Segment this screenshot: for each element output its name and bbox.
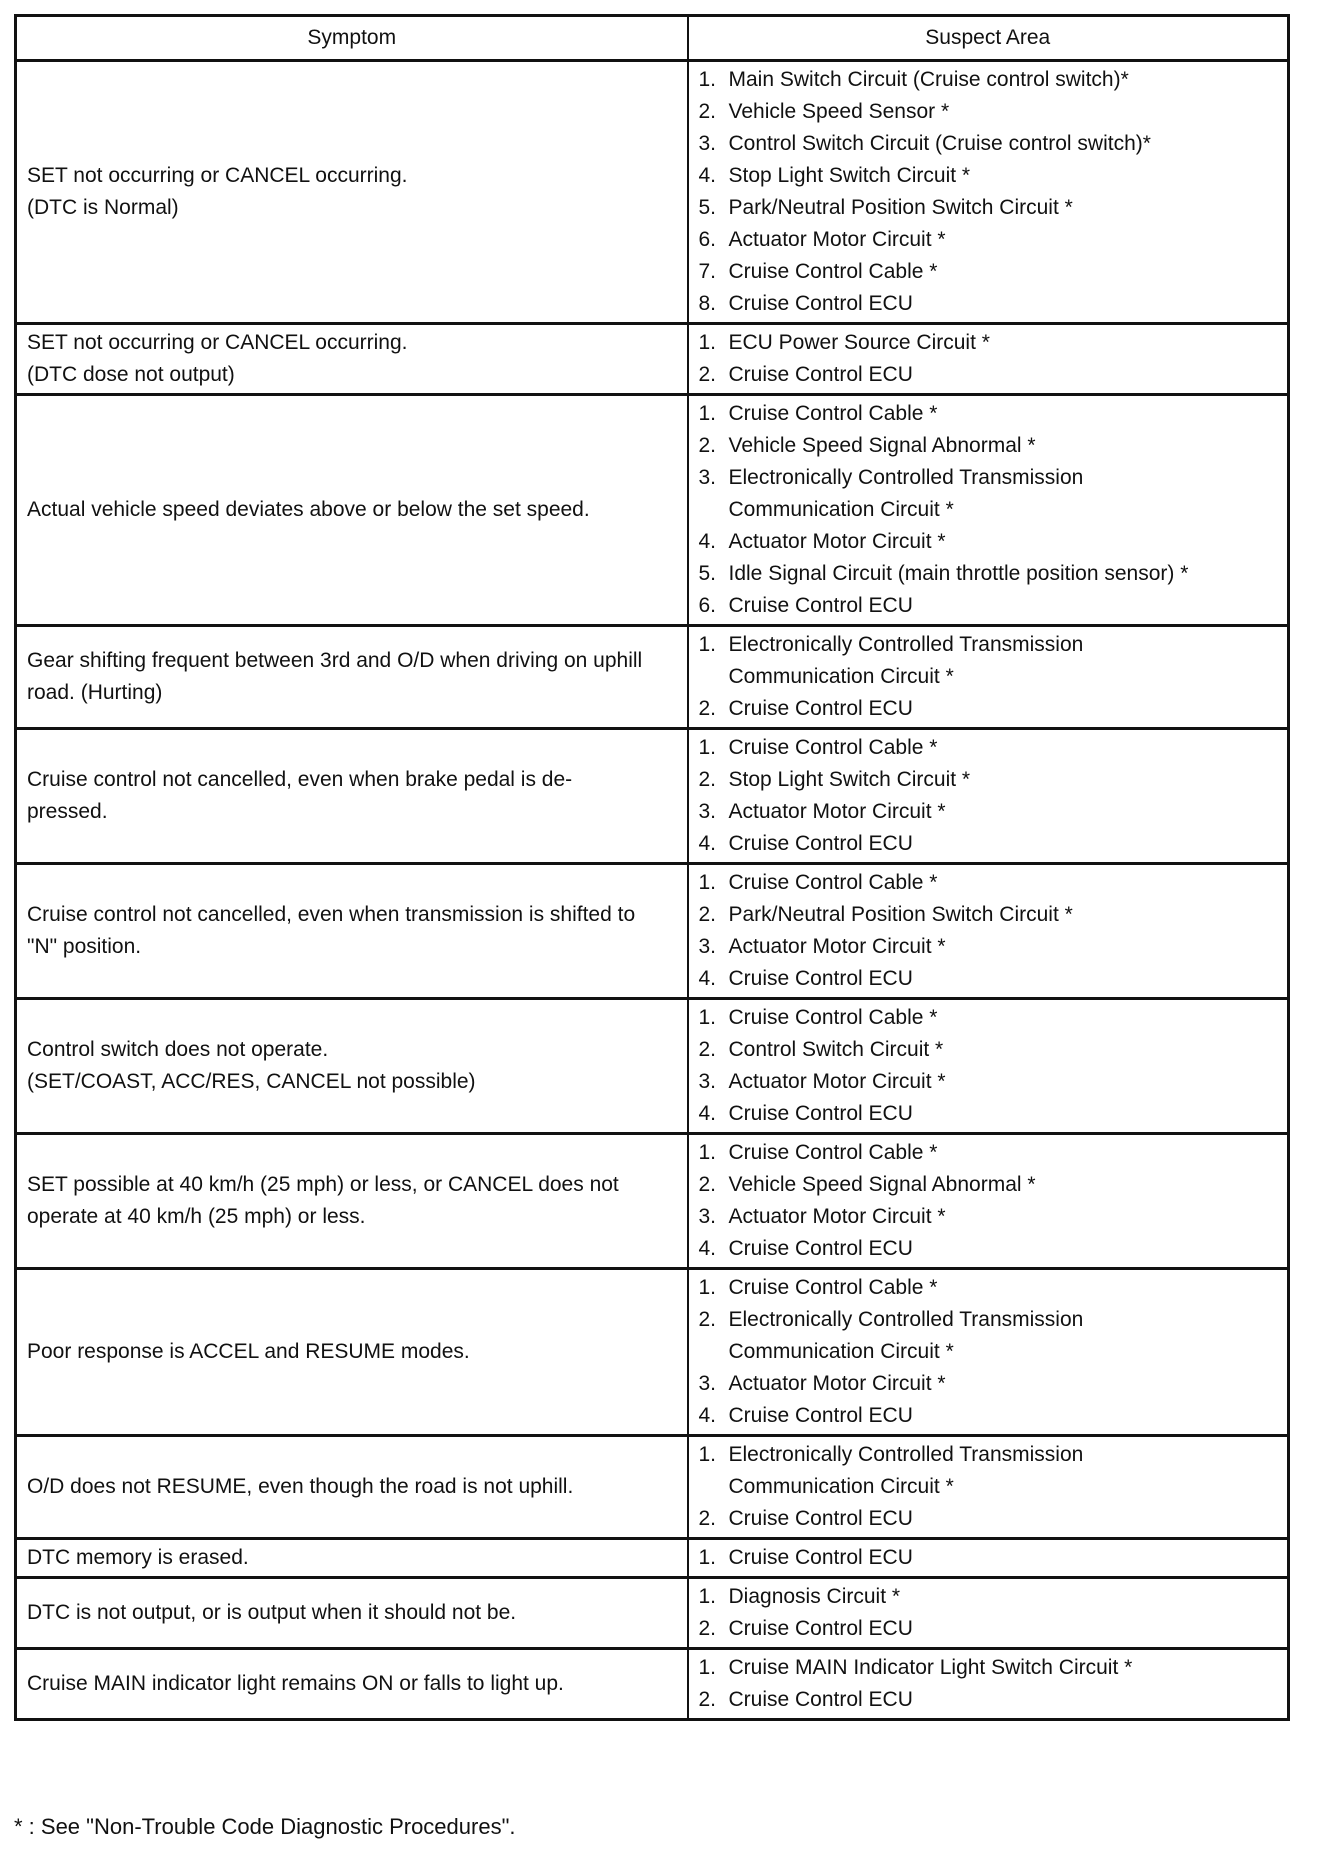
table-row: [16, 395, 1289, 626]
suspect-item: [699, 963, 1278, 995]
symptom-table: [14, 14, 1290, 1721]
symptom-text: Cruise control not cancelled, even when transmission is shifted to: [27, 903, 636, 926]
suspect-text: [729, 1272, 938, 1304]
suspect-item: [699, 64, 1278, 96]
suspect-item: [699, 160, 1278, 192]
suspect-text: [729, 1613, 913, 1645]
suspect-item: [699, 732, 1278, 764]
suspect-text: [729, 430, 1036, 462]
table-header-row: [16, 16, 1289, 61]
symptom-cell: [16, 324, 688, 395]
suspect-text: [729, 1368, 946, 1400]
suspect-text: [729, 1542, 913, 1574]
suspect-line: Idle Signal Circuit (main throttle position sensor) *: [728, 562, 1189, 585]
suspect-text: [729, 327, 990, 359]
suspect-number: 1.: [698, 1656, 717, 1679]
suspect-text: [729, 1169, 1036, 1201]
suspect-item: [699, 1652, 1278, 1684]
table-row: [16, 626, 1289, 729]
suspect-list: [699, 1137, 1278, 1265]
suspect-number: 1.: [698, 1276, 717, 1299]
suspect-list: [699, 1002, 1278, 1130]
suspect-item: [699, 1002, 1278, 1034]
symptom-text: road. (Hurting): [27, 681, 163, 704]
suspect-number: 1.: [698, 331, 717, 354]
suspect-text: [729, 96, 950, 128]
suspect-line: Actuator Motor Circuit *: [728, 1205, 946, 1228]
suspect-number: 4.: [698, 164, 717, 187]
suspect-item: [699, 1233, 1278, 1265]
suspect-area-cell: [688, 864, 1289, 999]
troubleshooting-sheet: [14, 14, 1287, 1721]
suspect-line: Cruise Control Cable *: [728, 1276, 938, 1299]
suspect-number: 2.: [698, 903, 717, 926]
suspect-item: [699, 899, 1278, 931]
symptom-cell: [16, 395, 688, 626]
suspect-text: [729, 1684, 913, 1716]
suspect-line: Park/Neutral Position Switch Circuit *: [728, 903, 1073, 926]
suspect-text: [729, 526, 946, 558]
suspect-number: 4.: [698, 832, 717, 855]
suspect-line: Cruise Control ECU: [728, 1617, 913, 1640]
suspect-line: Communication Circuit *: [728, 498, 954, 521]
suspect-number: 1.: [698, 1585, 717, 1608]
suspect-list: [699, 629, 1278, 725]
suspect-text: [729, 558, 1189, 590]
table-row: [16, 1134, 1289, 1269]
suspect-list: [699, 398, 1278, 622]
suspect-number: 1.: [698, 1006, 717, 1029]
suspect-item: [699, 1137, 1278, 1169]
suspect-text: [729, 288, 913, 320]
suspect-number: 4.: [698, 1237, 717, 1260]
suspect-line: Cruise Control ECU: [728, 292, 913, 315]
suspect-line: Cruise Control Cable *: [728, 260, 938, 283]
suspect-list: [699, 1652, 1278, 1716]
table-row: [16, 61, 1289, 324]
suspect-number: 1.: [698, 871, 717, 894]
suspect-item: [699, 327, 1278, 359]
symptom-cell: [16, 999, 688, 1134]
symptom-text: SET possible at 40 km/h (25 mph) or less, or CANCEL does not: [27, 1173, 619, 1196]
suspect-text: [729, 764, 971, 796]
suspect-text: [729, 192, 1073, 224]
suspect-area-column-header: Suspect Area: [688, 16, 1289, 61]
symptom-text: Cruise control not cancelled, even when brake pedal is de-: [27, 768, 573, 791]
suspect-text: [729, 1304, 1084, 1368]
suspect-area-cell: [688, 626, 1289, 729]
suspect-item: [699, 398, 1278, 430]
symptom-text: (DTC is Normal): [27, 196, 179, 219]
suspect-area-cell: [688, 1539, 1289, 1578]
suspect-area-cell: [688, 1578, 1289, 1649]
suspect-item: [699, 1034, 1278, 1066]
suspect-number: 3.: [698, 935, 717, 958]
table-row: [16, 999, 1289, 1134]
suspect-text: [729, 693, 913, 725]
symptom-cell: [16, 1269, 688, 1436]
suspect-line: Vehicle Speed Signal Abnormal *: [728, 434, 1036, 457]
suspect-area-cell: [688, 1269, 1289, 1436]
suspect-number: 1.: [698, 1546, 717, 1569]
table-row: [16, 1539, 1289, 1578]
suspect-text: [729, 64, 1129, 96]
suspect-line: Stop Light Switch Circuit *: [728, 164, 971, 187]
suspect-line: Electronically Controlled Transmission: [728, 466, 1084, 489]
suspect-text: [729, 796, 946, 828]
symptom-text: pressed.: [27, 800, 108, 823]
symptom-text: operate at 40 km/h (25 mph) or less.: [27, 1205, 366, 1228]
suspect-number: 2.: [698, 768, 717, 791]
suspect-text: [729, 1439, 1084, 1503]
suspect-item: [699, 1169, 1278, 1201]
suspect-line: Vehicle Speed Sensor *: [728, 100, 950, 123]
suspect-number: 4.: [698, 1404, 717, 1427]
suspect-item: [699, 192, 1278, 224]
suspect-number: 1.: [698, 1443, 717, 1466]
suspect-area-cell: [688, 324, 1289, 395]
suspect-number: 3.: [698, 466, 717, 489]
suspect-text: [729, 1002, 938, 1034]
suspect-item: [699, 430, 1278, 462]
symptom-text: Control switch does not operate.: [27, 1038, 329, 1061]
suspect-item: [699, 1304, 1278, 1368]
suspect-number: 2.: [698, 1308, 717, 1331]
symptom-cell: [16, 864, 688, 999]
suspect-number: 8.: [698, 292, 717, 315]
symptom-text: DTC is not output, or is output when it should not be.: [27, 1601, 517, 1624]
suspect-item: [699, 288, 1278, 320]
symptom-text: (SET/COAST, ACC/RES, CANCEL not possible): [27, 1070, 476, 1093]
suspect-item: [699, 1066, 1278, 1098]
symptom-text: Gear shifting frequent between 3rd and O/D when driving on uphill: [27, 649, 643, 672]
suspect-list: [699, 1581, 1278, 1645]
suspect-number: 5.: [698, 562, 717, 585]
table-row: [16, 729, 1289, 864]
suspect-text: [729, 1137, 938, 1169]
suspect-number: 6.: [698, 228, 717, 251]
suspect-line: Cruise MAIN Indicator Light Switch Circuit *: [728, 1656, 1133, 1679]
symptom-cell: [16, 626, 688, 729]
suspect-line: Cruise Control ECU: [728, 363, 913, 386]
suspect-text: [729, 359, 913, 391]
suspect-line: ECU Power Source Circuit *: [728, 331, 990, 354]
suspect-text: [729, 828, 913, 860]
footnote: * : See "Non-Trouble Code Diagnostic Procedures".: [14, 1814, 516, 1839]
symptom-cell: [16, 1649, 688, 1720]
suspect-line: Communication Circuit *: [728, 1475, 954, 1498]
suspect-line: Electronically Controlled Transmission: [728, 1308, 1084, 1331]
suspect-text: [729, 899, 1073, 931]
suspect-text: [729, 1034, 944, 1066]
symptom-text: Poor response is ACCEL and RESUME modes.: [27, 1340, 470, 1363]
suspect-line: Actuator Motor Circuit *: [728, 1070, 946, 1093]
suspect-number: 4.: [698, 1102, 717, 1125]
suspect-line: Cruise Control ECU: [728, 967, 913, 990]
suspect-item: [699, 462, 1278, 526]
suspect-line: Actuator Motor Circuit *: [728, 935, 946, 958]
suspect-item: [699, 1613, 1278, 1645]
suspect-number: 4.: [698, 530, 717, 553]
suspect-text: [729, 1066, 946, 1098]
suspect-text: [729, 224, 946, 256]
suspect-item: [699, 256, 1278, 288]
suspect-number: 2.: [698, 363, 717, 386]
symptom-cell: [16, 729, 688, 864]
suspect-line: Electronically Controlled Transmission: [728, 633, 1084, 656]
suspect-line: Actuator Motor Circuit *: [728, 1372, 946, 1395]
suspect-line: Main Switch Circuit (Cruise control switch)*: [728, 68, 1129, 91]
suspect-line: Cruise Control Cable *: [728, 1141, 938, 1164]
suspect-number: 2.: [698, 697, 717, 720]
symptom-text: Actual vehicle speed deviates above or below the set speed.: [27, 498, 590, 521]
suspect-line: Cruise Control Cable *: [728, 736, 938, 759]
suspect-text: [729, 1400, 913, 1432]
symptom-text: SET not occurring or CANCEL occurring.: [27, 164, 408, 187]
suspect-text: [729, 1098, 913, 1130]
suspect-text: [729, 1233, 913, 1265]
suspect-text: [729, 398, 938, 430]
symptom-cell: [16, 1578, 688, 1649]
suspect-line: Stop Light Switch Circuit *: [728, 768, 971, 791]
suspect-text: [729, 590, 913, 622]
suspect-line: Cruise Control Cable *: [728, 1006, 938, 1029]
suspect-area-cell: [688, 729, 1289, 864]
suspect-number: 2.: [698, 434, 717, 457]
table-row: [16, 864, 1289, 999]
suspect-number: 4.: [698, 967, 717, 990]
suspect-item: [699, 558, 1278, 590]
suspect-line: Actuator Motor Circuit *: [728, 530, 946, 553]
suspect-item: [699, 526, 1278, 558]
symptom-text: "N" position.: [27, 935, 142, 958]
suspect-list: [699, 1272, 1278, 1432]
symptom-text: Cruise MAIN indicator light remains ON or falls to light up.: [27, 1672, 564, 1695]
suspect-number: 3.: [698, 1070, 717, 1093]
suspect-area-cell: [688, 1649, 1289, 1720]
suspect-line: Communication Circuit *: [728, 665, 954, 688]
symptom-cell: [16, 1436, 688, 1539]
symptom-text: DTC memory is erased.: [27, 1546, 249, 1569]
suspect-line: Vehicle Speed Signal Abnormal *: [728, 1173, 1036, 1196]
suspect-line: Cruise Control ECU: [728, 1546, 913, 1569]
suspect-item: [699, 764, 1278, 796]
suspect-list: [699, 1439, 1278, 1535]
suspect-list: [699, 64, 1278, 320]
suspect-item: [699, 1581, 1278, 1613]
suspect-number: 1.: [698, 402, 717, 425]
suspect-text: [729, 462, 1084, 526]
symptom-text: (DTC dose not output): [27, 363, 235, 386]
table-row: [16, 1436, 1289, 1539]
suspect-text: [729, 732, 938, 764]
suspect-item: [699, 1272, 1278, 1304]
suspect-list: [699, 327, 1278, 391]
suspect-item: [699, 629, 1278, 693]
suspect-number: 3.: [698, 800, 717, 823]
symptom-cell: [16, 1539, 688, 1578]
suspect-line: Electronically Controlled Transmission: [728, 1443, 1084, 1466]
suspect-item: [699, 867, 1278, 899]
suspect-number: 1.: [698, 68, 717, 91]
suspect-number: 1.: [698, 1141, 717, 1164]
suspect-item: [699, 359, 1278, 391]
suspect-area-cell: [688, 1436, 1289, 1539]
symptom-cell: [16, 61, 688, 324]
table-row: [16, 1269, 1289, 1436]
table-row: [16, 1578, 1289, 1649]
suspect-line: Diagnosis Circuit *: [728, 1585, 901, 1608]
suspect-line: Cruise Control ECU: [728, 832, 913, 855]
suspect-number: 2.: [698, 1688, 717, 1711]
suspect-number: 2.: [698, 1617, 717, 1640]
table-row: [16, 324, 1289, 395]
suspect-line: Cruise Control Cable *: [728, 402, 938, 425]
suspect-text: [729, 1503, 913, 1535]
suspect-line: Cruise Control ECU: [728, 594, 913, 617]
symptom-text: O/D does not RESUME, even though the road is not uphill.: [27, 1475, 574, 1498]
suspect-item: [699, 1684, 1278, 1716]
suspect-area-cell: [688, 395, 1289, 626]
suspect-item: [699, 96, 1278, 128]
suspect-line: Control Switch Circuit *: [728, 1038, 944, 1061]
suspect-number: 2.: [698, 1038, 717, 1061]
suspect-area-cell: [688, 61, 1289, 324]
suspect-text: [729, 1652, 1133, 1684]
suspect-item: [699, 1400, 1278, 1432]
suspect-text: [729, 963, 913, 995]
suspect-item: [699, 693, 1278, 725]
suspect-line: Cruise Control ECU: [728, 1688, 913, 1711]
suspect-number: 3.: [698, 1205, 717, 1228]
suspect-line: Cruise Control ECU: [728, 697, 913, 720]
table-row: [16, 1649, 1289, 1720]
suspect-list: [699, 732, 1278, 860]
suspect-item: [699, 1542, 1278, 1574]
suspect-number: 2.: [698, 1173, 717, 1196]
suspect-text: [729, 629, 1084, 693]
suspect-item: [699, 1439, 1278, 1503]
suspect-item: [699, 828, 1278, 860]
suspect-text: [729, 160, 971, 192]
symptom-text: SET not occurring or CANCEL occurring.: [27, 331, 408, 354]
suspect-item: [699, 1201, 1278, 1233]
suspect-text: [729, 867, 938, 899]
suspect-line: Communication Circuit *: [728, 1340, 954, 1363]
suspect-line: Cruise Control ECU: [728, 1102, 913, 1125]
suspect-number: 3.: [698, 132, 717, 155]
suspect-item: [699, 590, 1278, 622]
symptom-cell: [16, 1134, 688, 1269]
suspect-line: Park/Neutral Position Switch Circuit *: [728, 196, 1073, 219]
suspect-line: Control Switch Circuit (Cruise control switch)*: [728, 132, 1151, 155]
suspect-text: [729, 256, 938, 288]
suspect-item: [699, 224, 1278, 256]
suspect-item: [699, 1503, 1278, 1535]
suspect-line: Actuator Motor Circuit *: [728, 228, 946, 251]
suspect-text: [729, 1201, 946, 1233]
suspect-number: 5.: [698, 196, 717, 219]
suspect-number: 1.: [698, 736, 717, 759]
suspect-area-cell: [688, 999, 1289, 1134]
suspect-item: [699, 796, 1278, 828]
suspect-line: Cruise Control ECU: [728, 1237, 913, 1260]
suspect-list: [699, 1542, 1278, 1574]
suspect-text: [729, 128, 1151, 160]
suspect-number: 7.: [698, 260, 717, 283]
suspect-number: 1.: [698, 633, 717, 656]
suspect-area-cell: [688, 1134, 1289, 1269]
symptom-column-header: Symptom: [16, 16, 688, 61]
suspect-item: [699, 931, 1278, 963]
suspect-number: 3.: [698, 1372, 717, 1395]
suspect-text: [729, 1581, 901, 1613]
suspect-item: [699, 1368, 1278, 1400]
suspect-list: [699, 867, 1278, 995]
suspect-number: 2.: [698, 100, 717, 123]
suspect-number: 6.: [698, 594, 717, 617]
suspect-text: [729, 931, 946, 963]
table-body: [16, 61, 1289, 1720]
suspect-item: [699, 1098, 1278, 1130]
suspect-number: 2.: [698, 1507, 717, 1530]
suspect-line: Cruise Control Cable *: [728, 871, 938, 894]
suspect-line: Cruise Control ECU: [728, 1507, 913, 1530]
suspect-line: Cruise Control ECU: [728, 1404, 913, 1427]
suspect-item: [699, 128, 1278, 160]
suspect-line: Actuator Motor Circuit *: [728, 800, 946, 823]
